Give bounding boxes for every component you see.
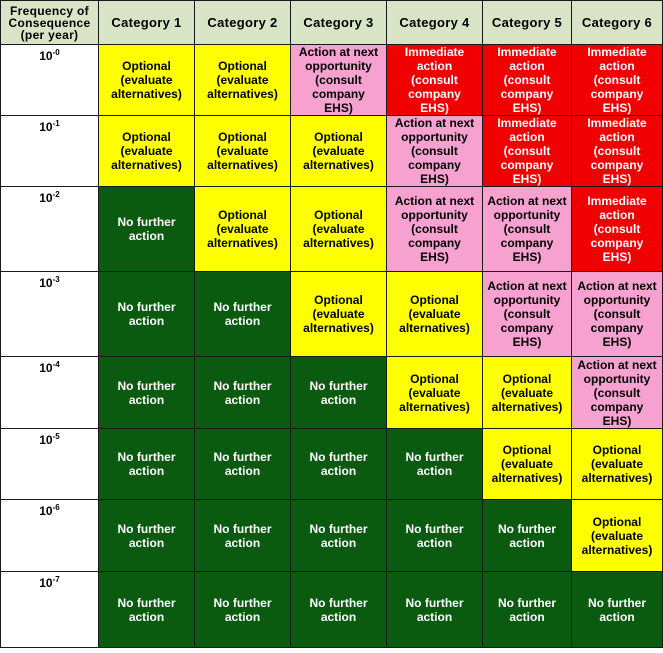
matrix-row <box>1 187 663 272</box>
frequency-exponent: -0 <box>52 48 60 57</box>
frequency-exponent: -5 <box>52 432 60 441</box>
matrix-cell-none: No further action <box>291 572 387 648</box>
frequency-label <box>1 116 99 187</box>
matrix-row <box>1 272 663 357</box>
matrix-row <box>1 357 663 429</box>
frequency-base: 10 <box>39 576 53 590</box>
matrix-cell-optional: Optional (evaluate alternatives) <box>483 357 572 429</box>
frequency-base: 10 <box>39 120 53 134</box>
frequency-base: 10 <box>39 504 53 518</box>
matrix-cell-immediate: Immediate action (consult company EHS) <box>483 116 572 187</box>
matrix-cell-none: No further action <box>99 429 195 500</box>
matrix-cell-immediate: Immediate action (consult company EHS) <box>572 45 663 116</box>
matrix-cell-optional: Optional (evaluate alternatives) <box>572 500 663 572</box>
matrix-cell-immediate: Immediate action (consult company EHS) <box>572 187 663 272</box>
matrix-cell-optional: Optional (evaluate alternatives) <box>387 272 483 357</box>
category-6-header: Category 6 <box>572 1 663 45</box>
matrix-cell-immediate: Immediate action (consult company EHS) <box>483 45 572 116</box>
frequency-label <box>1 187 99 272</box>
matrix-cell-optional: Optional (evaluate alternatives) <box>291 116 387 187</box>
matrix-cell-optional: Optional (evaluate alternatives) <box>291 272 387 357</box>
matrix-cell-none: No further action <box>291 357 387 429</box>
category-4-header: Category 4 <box>387 1 483 45</box>
matrix-cell-none: No further action <box>387 572 483 648</box>
matrix-row <box>1 45 663 116</box>
matrix-cell-none: No further action <box>99 272 195 357</box>
matrix-cell-next: Action at next opportunity (consult company EHS) <box>291 45 387 116</box>
matrix-body <box>1 45 663 648</box>
frequency-label <box>1 429 99 500</box>
matrix-cell-none: No further action <box>291 500 387 572</box>
matrix-cell-next: Action at next opportunity (consult company EHS) <box>572 357 663 429</box>
category-1-header: Category 1 <box>99 1 195 45</box>
category-5-header: Category 5 <box>483 1 572 45</box>
matrix-row <box>1 116 663 187</box>
matrix-cell-none: No further action <box>387 429 483 500</box>
matrix-cell-optional: Optional (evaluate alternatives) <box>99 116 195 187</box>
frequency-exponent: -2 <box>52 190 60 199</box>
matrix-cell-none: No further action <box>195 572 291 648</box>
matrix-cell-none: No further action <box>387 500 483 572</box>
matrix-cell-none: No further action <box>99 500 195 572</box>
matrix-cell-none: No further action <box>99 357 195 429</box>
frequency-label <box>1 572 99 648</box>
frequency-base: 10 <box>39 433 53 447</box>
matrix-cell-none: No further action <box>195 357 291 429</box>
frequency-exponent: -1 <box>52 119 60 128</box>
matrix-cell-none: No further action <box>195 500 291 572</box>
matrix-cell-none: No further action <box>572 572 663 648</box>
matrix-cell-immediate: Immediate action (consult company EHS) <box>387 45 483 116</box>
matrix-cell-next: Action at next opportunity (consult company EHS) <box>483 272 572 357</box>
frequency-label <box>1 45 99 116</box>
frequency-exponent: -4 <box>52 360 60 369</box>
frequency-base: 10 <box>39 361 53 375</box>
frequency-label <box>1 272 99 357</box>
matrix-cell-next: Action at next opportunity (consult company EHS) <box>387 187 483 272</box>
matrix-cell-optional: Optional (evaluate alternatives) <box>195 116 291 187</box>
matrix-cell-next: Action at next opportunity (consult company EHS) <box>572 272 663 357</box>
matrix-cell-optional: Optional (evaluate alternatives) <box>99 45 195 116</box>
matrix-row <box>1 500 663 572</box>
matrix-cell-optional: Optional (evaluate alternatives) <box>572 429 663 500</box>
frequency-base: 10 <box>39 49 53 63</box>
frequency-base: 10 <box>39 191 53 205</box>
matrix-cell-none: No further action <box>291 429 387 500</box>
matrix-cell-none: No further action <box>99 187 195 272</box>
frequency-axis-header: Frequency of Consequence (per year) <box>1 1 99 45</box>
matrix-cell-next: Action at next opportunity (consult company EHS) <box>483 187 572 272</box>
frequency-exponent: -3 <box>52 275 60 284</box>
frequency-exponent: -7 <box>52 575 60 584</box>
matrix-cell-none: No further action <box>195 272 291 357</box>
category-3-header: Category 3 <box>291 1 387 45</box>
matrix-cell-next: Action at next opportunity (consult company EHS) <box>387 116 483 187</box>
category-2-header: Category 2 <box>195 1 291 45</box>
matrix-cell-none: No further action <box>483 572 572 648</box>
matrix-cell-none: No further action <box>195 429 291 500</box>
matrix-cell-optional: Optional (evaluate alternatives) <box>291 187 387 272</box>
matrix-cell-none: No further action <box>99 572 195 648</box>
matrix-row <box>1 572 663 648</box>
header-row <box>1 1 663 45</box>
frequency-label <box>1 357 99 429</box>
matrix-cell-optional: Optional (evaluate alternatives) <box>387 357 483 429</box>
matrix-cell-optional: Optional (evaluate alternatives) <box>195 45 291 116</box>
frequency-exponent: -6 <box>52 503 60 512</box>
matrix-cell-optional: Optional (evaluate alternatives) <box>483 429 572 500</box>
matrix-cell-immediate: Immediate action (consult company EHS) <box>572 116 663 187</box>
frequency-base: 10 <box>39 276 53 290</box>
matrix-row <box>1 429 663 500</box>
matrix-cell-optional: Optional (evaluate alternatives) <box>195 187 291 272</box>
frequency-label <box>1 500 99 572</box>
matrix-cell-none: No further action <box>483 500 572 572</box>
